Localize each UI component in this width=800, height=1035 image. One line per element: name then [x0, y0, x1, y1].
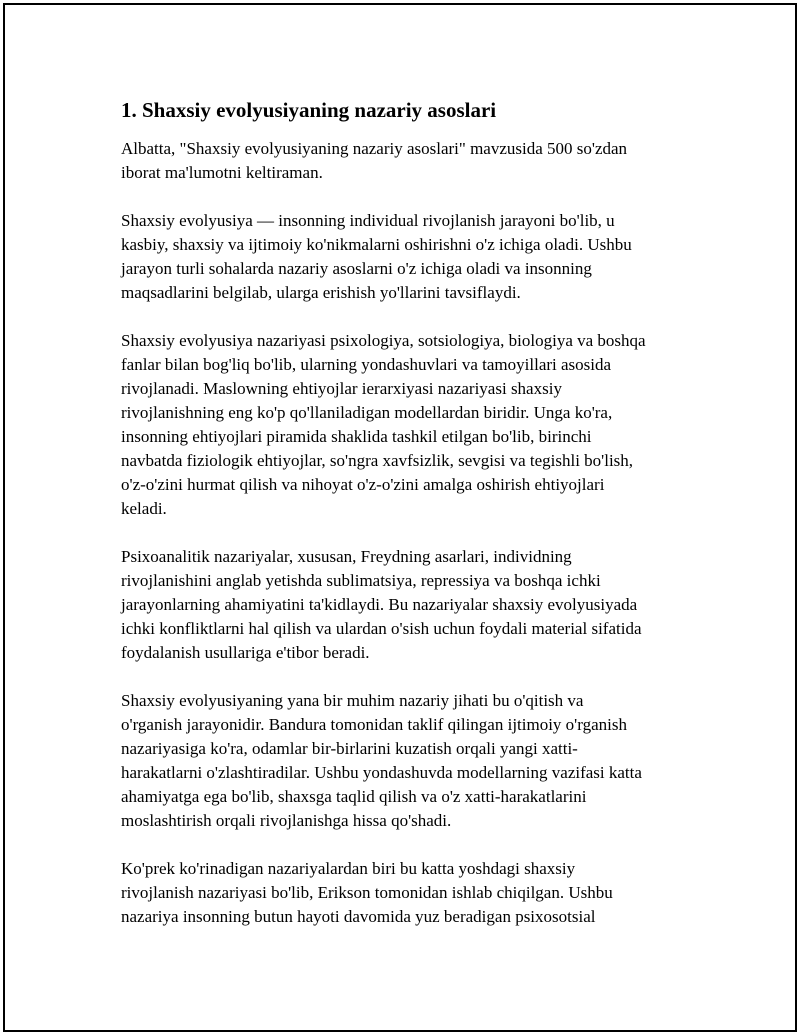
text-line: maqsadlarini belgilab, ularga erishish yo'llarini tavsiflaydi.	[121, 283, 521, 302]
paragraph-maslow	[121, 329, 701, 521]
text-line: jarayon turli sohalarda nazariy asoslarni o'z ichiga oladi va insonning	[121, 259, 592, 278]
text-line: rivojlanadi. Maslowning ehtiyojlar ierarxiyasi nazariyasi shaxsiy	[121, 379, 562, 398]
text-line: kasbiy, shaxsiy va ijtimoiy ko'nikmalarni oshirishni o'z ichiga oladi. Ushbu	[121, 235, 632, 254]
text-line: Shaxsiy evolyusiya — insonning individual rivojlanish jarayoni bo'lib, u	[121, 211, 615, 230]
text-line: harakatlarni o'zlashtiradilar. Ushbu yondashuvda modellarning vazifasi katta	[121, 763, 642, 782]
section-title: 1. Shaxsiy evolyusiyaning nazariy asoslari	[121, 98, 497, 122]
document-body	[121, 97, 701, 953]
text-line: jarayonlarning ahamiyatini ta'kidlaydi. Bu nazariyalar shaxsiy evolyusiyada	[121, 595, 638, 614]
text-line: iborat ma'lumotni keltiraman.	[121, 163, 323, 182]
text-line: Ko'prek ko'rinadigan nazariyalardan biri bu katta yoshdagi shaxsiy	[121, 859, 576, 878]
text-line: rivojlanish nazariyasi bo'lib, Erikson tomonidan ishlab chiqilgan. Ushbu	[121, 883, 613, 902]
paragraph-learning	[121, 689, 701, 833]
paragraph-intro	[121, 137, 701, 185]
text-line: navbatda fiziologik ehtiyojlar, so'ngra xavfsizlik, sevgisi va tegishli bo'lish,	[121, 451, 634, 470]
page-frame	[3, 3, 797, 1032]
text-line: moslashtirish orqali rivojlanishga hissa qo'shadi.	[121, 811, 452, 830]
paragraph-erikson	[121, 857, 701, 929]
text-line: fanlar bilan bog'liq bo'lib, ularning yondashuvlari va tamoyillari asosida	[121, 355, 612, 374]
text-line: ichki konfliktlarni hal qilish va ulardan o'sish uchun foydali material sifatida	[121, 619, 642, 638]
text-line: o'z-o'zini hurmat qilish va nihoyat o'z-o'zini amalga oshirish ehtiyojlari	[121, 475, 605, 494]
text-line: foydalanish usullariga e'tibor beradi.	[121, 643, 370, 662]
text-line: rivojlanishning eng ko'p qo'llaniladigan modellardan biridir. Unga ko'ra,	[121, 403, 613, 422]
paragraph-definition	[121, 209, 701, 305]
text-line: o'rganish jarayonidir. Bandura tomonidan taklif qilingan ijtimoiy o'rganish	[121, 715, 627, 734]
text-line: rivojlanishini anglab yetishda sublimatsiya, repressiya va boshqa ichki	[121, 571, 601, 590]
text-line: Psixoanalitik nazariyalar, xususan, Freydning asarlari, individning	[121, 547, 572, 566]
text-line: nazariyasiga ko'ra, odamlar bir-birlarini kuzatish orqali yangi xatti-	[121, 739, 578, 758]
text-line: Shaxsiy evolyusiya nazariyasi psixologiya, sotsiologiya, biologiya va boshqa	[121, 331, 646, 350]
text-line: Shaxsiy evolyusiyaning yana bir muhim nazariy jihati bu o'qitish va	[121, 691, 584, 710]
text-line: insonning ehtiyojlari piramida shaklida tashkil etilgan bo'lib, birinchi	[121, 427, 592, 446]
text-line: nazariya insonning butun hayoti davomida yuz beradigan psixosotsial	[121, 907, 596, 926]
paragraph-psychoanalytic	[121, 545, 701, 665]
text-line: keladi.	[121, 499, 167, 518]
text-line: Albatta, "Shaxsiy evolyusiyaning nazariy asoslari" mavzusida 500 so'zdan	[121, 139, 628, 158]
text-line: ahamiyatga ega bo'lib, shaxsga taqlid qilish va o'z xatti-harakatlarini	[121, 787, 587, 806]
